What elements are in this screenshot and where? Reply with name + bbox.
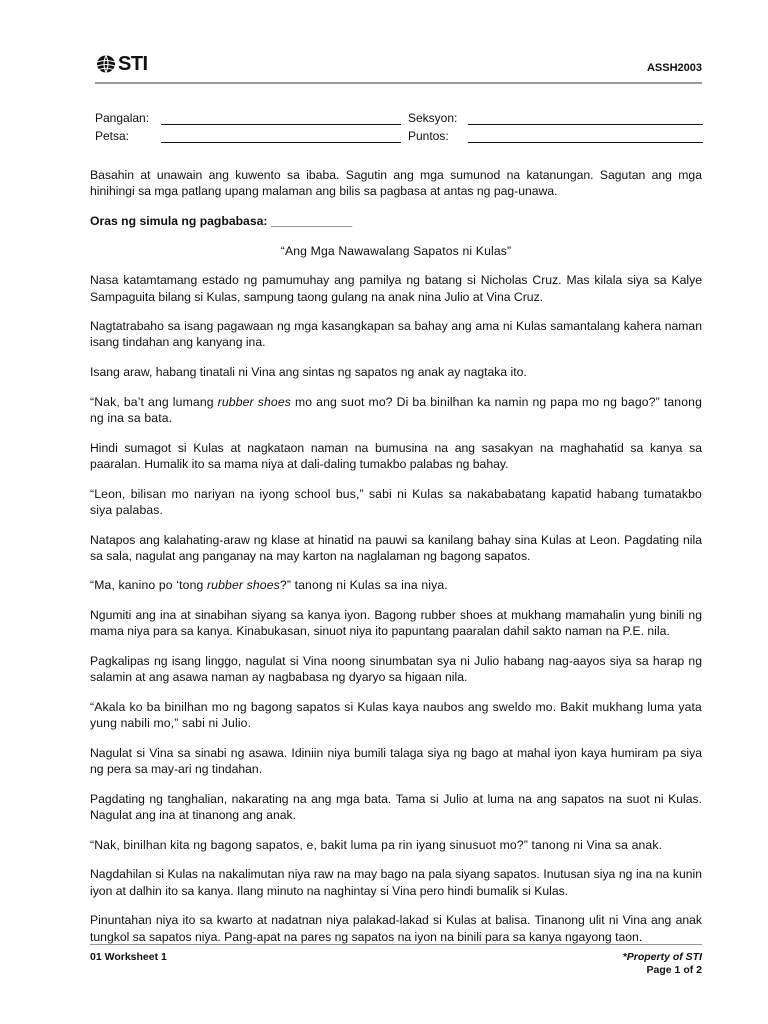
section-label: Seksyon: (408, 111, 458, 125)
name-label: Pangalan: (95, 111, 150, 125)
logo-text: STI (118, 52, 148, 75)
section-field[interactable] (468, 111, 703, 125)
story-paragraph: Ngumiti ang ina at sinabihan siyang sa kanya iyon. Bagong rubber shoes at mukhang mamahalin yung binili ng mama niya para sa kanya. Kinabukasan, sinuot niya ito papuntang paaralan dahil sakto naman na P.E. nila. (90, 608, 702, 639)
start-time-blank[interactable]: ____________ (270, 213, 353, 228)
story-paragraph: Nagdahilan si Kulas na nakalimutan niya raw na may bago na pala siyang sapatos. Inutusan siya ng ina na kunin iyon at dalhin ito sa kanya. Ilang minuto na naghintay si Vina pero hindi bumalik si Kulas. (90, 867, 702, 898)
dialogue-text: “Nak, ba’t ang lumang (90, 394, 218, 409)
story-paragraph: Isang araw, habang tinatali ni Vina ang sintas ng sapatos ng anak ay nagtaka ito. (90, 365, 527, 380)
dialogue-text: mo ang suot mo? Di ba binilhan ka namin ng papa mo ng bago?” tanong ng ina sa bata. (90, 394, 702, 426)
footer-property: *Property of STI (622, 951, 702, 963)
footer-page-number: Page 1 of 2 (646, 964, 702, 976)
story-dialogue: “Nak, binilhan kita ng bagong sapatos, e, bakit luma pa rin iyang sinusuot mo?” tanong ni Vina sa anak. (90, 837, 663, 852)
story-paragraph: Pagkalipas ng isang linggo, nagulat si Vina noong sinumbatan sya ni Julio habang nag-aayos siya sa harap ng salamin at ang asawa naman ay nagbabasa ng dyaryo sa higaan nila. (90, 654, 702, 685)
field-row-name (95, 109, 703, 125)
footer-right (623, 951, 702, 977)
story-paragraph: Pinuntahan niya ito sa kwarto at nadatnan niya palakad-lakad si Kulas at balisa. Tinanong ulit ni Vina ang anak tungkol sa sapatos niya. Pang-apat na pares ng sapatos na iyon na binili para sa kanya ngayong taon. (90, 913, 702, 944)
instructions: Basahin at unawain ang kuwento sa ibaba. Sagutin ang mga sumunod na katanungan. Sagutan ang mga hinihingi sa mga patlang upang malaman ang bilis sa pagbasa at antas ng pag-unawa. (90, 168, 702, 199)
course-code: ASSH2003 (646, 62, 702, 74)
globe-icon (95, 54, 117, 74)
dialogue-text: “Ma, kanino po ‘tong (90, 578, 207, 593)
story-dialogue: “Leon, bilisan mo nariyan na iyong school bus,” sabi ni Kulas sa nakababatang kapatid habang tumatakbo siya palabas. (90, 486, 702, 517)
dialogue-emphasis: rubber shoes (206, 578, 280, 593)
story-dialogue (90, 577, 702, 593)
start-time-line (90, 213, 702, 229)
story-paragraph: Nagulat si Vina sa sinabi ng asawa. Idiniin niya bumili talaga siya ng bago at mahal iyon kaya humiram pa siya ng pera sa may-ari ng tindahan. (90, 745, 702, 777)
dialogue-emphasis: rubber shoes (217, 394, 292, 409)
page-footer (90, 944, 702, 976)
score-label: Puntos: (408, 129, 449, 143)
story-paragraph: Hindi sumagot si Kulas at nagkataon naman na bumusina na ang sasakyan na maghahatid sa kanya sa paaralan. Humalik ito sa mama niya at dali-daling tumakbo palabas ng bahay. (90, 440, 702, 471)
worksheet-body (90, 167, 702, 958)
score-field[interactable] (468, 129, 703, 143)
field-row-date (95, 127, 703, 143)
story-paragraph: Natapos ang kalahating-araw ng klase at hinatid na pauwi sa kanilang bahay sina Kulas at Leon. Pagdating nila sa sala, nagulat ang panganay na may karton na naglalaman ng bagong sapatos. (90, 532, 702, 563)
story-dialogue (90, 394, 702, 426)
date-field[interactable] (161, 129, 401, 143)
name-field[interactable] (161, 111, 401, 125)
story-title: “Ang Mga Nawawalang Sapatos ni Kulas” (280, 243, 512, 258)
dialogue-text: ?” tanong ni Kulas sa ina niya. (279, 578, 448, 593)
student-info-fields (95, 109, 703, 145)
date-label: Petsa: (95, 129, 130, 143)
story-dialogue: “Akala ko ba binilhan mo ng bagong sapatos si Kulas kaya naubos ang sweldo mo. Bakit mukhang luma yata yung nabili mo,” sabi ni Julio. (90, 699, 702, 731)
footer-worksheet-label: 01 Worksheet 1 (90, 951, 167, 963)
start-time-label: Oras ng simula ng pagbabasa: (90, 213, 268, 228)
story-paragraph: Nasa katamtamang estado ng pamumuhay ang pamilya ng batang si Nicholas Cruz. Mas kilala siya sa Kalye Sampaguita bilang si Kulas, sampung taong gulang na anak nina Julio at Vina Cruz. (90, 273, 702, 304)
sti-logo (95, 52, 148, 76)
story-paragraph: Pagdating ng tanghalian, nakarating na ang mga bata. Tama si Julio at luma na ang sapatos na suot ni Kulas. Nagulat ang ina at tinanong ang anak. (90, 791, 702, 822)
story-paragraph: Nagtatrabaho sa isang pagawaan ng mga kasangkapan sa bahay ang ama ni Kulas samantalang kahera naman isang tindahan ang kanyang ina. (90, 319, 702, 350)
page-header (95, 48, 702, 84)
